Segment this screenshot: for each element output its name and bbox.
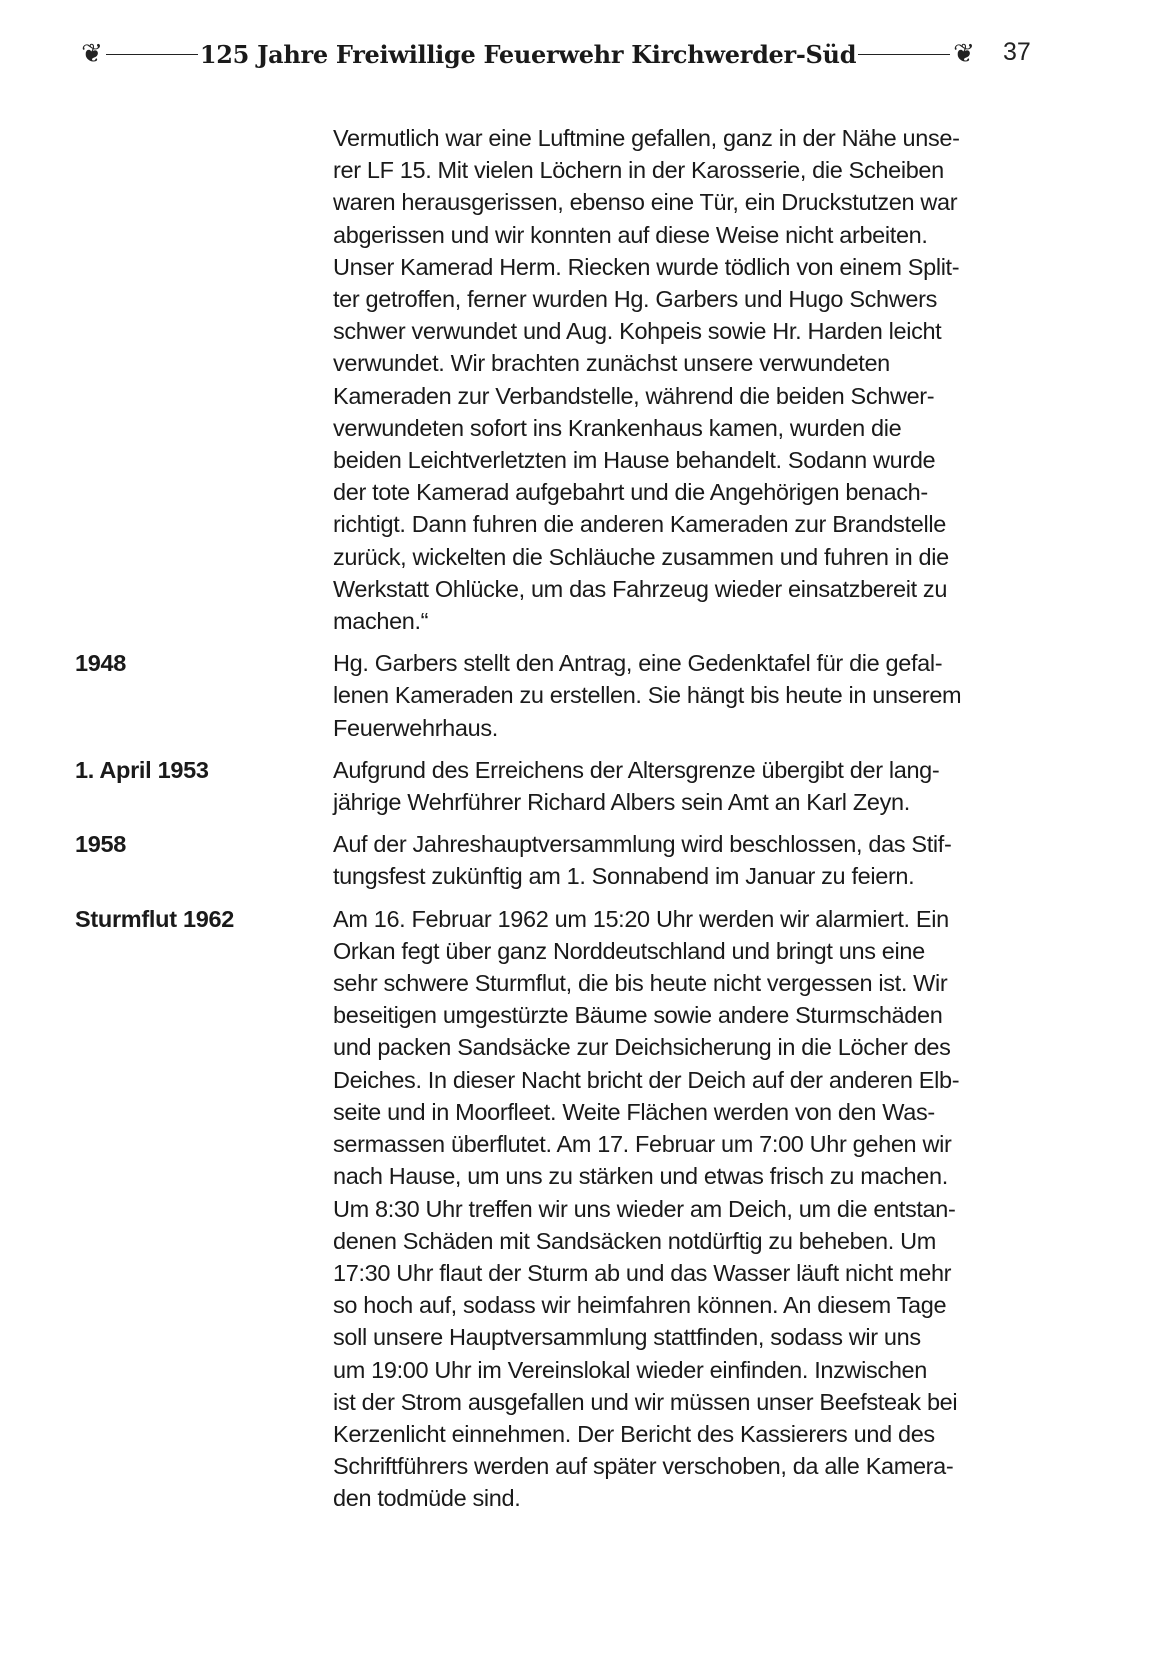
text-line: beiden Leichtverletzten im Hause behandelt. Sodann wurde [333, 447, 936, 474]
text-line: Um 8:30 Uhr treffen wir uns wieder am Deich, um die entstan- [333, 1195, 956, 1222]
text-line: denen Schäden mit Sandsäcken notdürftig zu beheben. Um [333, 1227, 936, 1254]
text-line: Schriftführers werden auf später verschoben, da alle Kamera- [333, 1453, 954, 1480]
text-line: lenen Kameraden zu erstellen. Sie hängt bis heute in unserem [333, 682, 962, 709]
chronicle-entry [75, 828, 1075, 892]
entry-date-label: Sturmflut 1962 [75, 905, 235, 932]
entry-text [333, 828, 951, 892]
entry-text [333, 754, 939, 818]
text-line: Kerzenlicht einnehmen. Der Bericht des Kassierers und des [333, 1420, 935, 1447]
text-line: so hoch auf, sodass wir heimfahren können. An diesem Tage [333, 1292, 947, 1319]
text-line: tungsfest zukünftig am 1. Sonnabend im Januar zu feiern. [333, 863, 915, 890]
entry-date-label: 1958 [75, 831, 127, 858]
text-line: schwer verwundet und Aug. Kohpeis sowie Hr. Harden leicht [333, 318, 942, 345]
header-rule-left [106, 54, 198, 55]
entry-text [333, 647, 961, 744]
text-line: Deiches. In dieser Nacht bricht der Deich auf der anderen Elb- [333, 1066, 960, 1093]
page-number: 37 [1003, 38, 1031, 66]
text-line: abgerissen und wir konnten auf diese Weise nicht arbeiten. [333, 221, 928, 248]
text-line: zurück, wickelten die Schläuche zusammen und fuhren in die [333, 543, 949, 570]
text-line: 17:30 Uhr flaut der Sturm ab und das Wasser läuft nicht mehr [333, 1259, 952, 1286]
text-line: verwundet. Wir brachten zunächst unsere verwundeten [333, 350, 890, 377]
text-line: sermassen überflutet. Am 17. Februar um 7:00 Uhr gehen wir [333, 1131, 952, 1158]
text-line: Auf der Jahreshauptversammlung wird beschlossen, das Stif- [333, 831, 952, 858]
text-line: den todmüde sind. [333, 1485, 521, 1512]
text-line: Hg. Garbers stellt den Antrag, eine Gedenktafel für die gefal- [333, 650, 943, 677]
entry-date-label: 1. April 1953 [75, 756, 209, 783]
chronicle-entries [75, 122, 1075, 1525]
chronicle-entry [75, 647, 1075, 744]
chronicle-entry [75, 754, 1075, 818]
text-line: rer LF 15. Mit vielen Löchern in der Karosserie, die Scheiben [333, 157, 944, 184]
text-line: jährige Wehrführer Richard Albers sein Amt an Karl Zeyn. [333, 789, 910, 816]
text-line: und packen Sandsäcke zur Deichsicherung in die Löcher des [333, 1034, 951, 1061]
text-line: um 19:00 Uhr im Vereinslokal wieder einfinden. Inzwischen [333, 1356, 927, 1383]
entry-date-label [75, 122, 333, 637]
fleuron-left-icon: ❦ [81, 39, 103, 69]
text-line: seite und in Moorfleet. Weite Flächen werden von den Was- [333, 1098, 935, 1125]
entry-text [333, 903, 959, 1515]
text-line: Orkan fegt über ganz Norddeutschland und bringt uns eine [333, 937, 925, 964]
text-line: Kameraden zur Verbandstelle, während die beiden Schwer- [333, 382, 935, 409]
text-line: beseitigen umgestürzte Bäume sowie andere Sturmschäden [333, 1002, 943, 1029]
text-line: Aufgrund des Erreichens der Altersgrenze übergibt der lang- [333, 756, 940, 783]
text-line: soll unsere Hauptversammlung stattfinden, sodass wir uns [333, 1324, 921, 1351]
chronicle-entry [75, 903, 1075, 1515]
text-line: verwundeten sofort ins Krankenhaus kamen, wurden die [333, 414, 902, 441]
header-rule-right [858, 54, 950, 55]
text-line: Unser Kamerad Herm. Riecken wurde tödlich von einem Split- [333, 253, 960, 280]
entry-text [333, 122, 960, 637]
chronicle-entry [75, 122, 1075, 637]
header-title: 125 Jahre Freiwillige Feuerwehr Kirchwerder-Süd [199, 39, 857, 69]
text-line: Feuerwehrhaus. [333, 714, 498, 741]
text-line: waren herausgerissen, ebenso eine Tür, ein Druckstutzen war [333, 189, 958, 216]
text-line: der tote Kamerad aufgebahrt und die Angehörigen benach- [333, 479, 928, 506]
text-line: ter getroffen, ferner wurden Hg. Garbers und Hugo Schwers [333, 286, 937, 313]
text-line: richtigt. Dann fuhren die anderen Kameraden zur Brandstelle [333, 511, 946, 538]
text-line: ist der Strom ausgefallen und wir müssen unser Beefsteak bei [333, 1388, 958, 1415]
text-line: sehr schwere Sturmflut, die bis heute nicht vergessen ist. Wir [333, 970, 948, 997]
text-line: machen.“ [333, 608, 429, 635]
text-line: Am 16. Februar 1962 um 15:20 Uhr werden wir alarmiert. Ein [333, 905, 949, 932]
fleuron-right-icon: ❦ [953, 39, 975, 69]
text-line: nach Hause, um uns zu stärken und etwas frisch zu machen. [333, 1163, 948, 1190]
text-line: Werkstatt Ohlücke, um das Fahrzeug wieder einsatzbereit zu [333, 575, 948, 602]
entry-date-label: 1948 [75, 650, 127, 677]
running-header [78, 34, 978, 74]
text-line: Vermutlich war eine Luftmine gefallen, ganz in der Nähe unse- [333, 125, 960, 151]
